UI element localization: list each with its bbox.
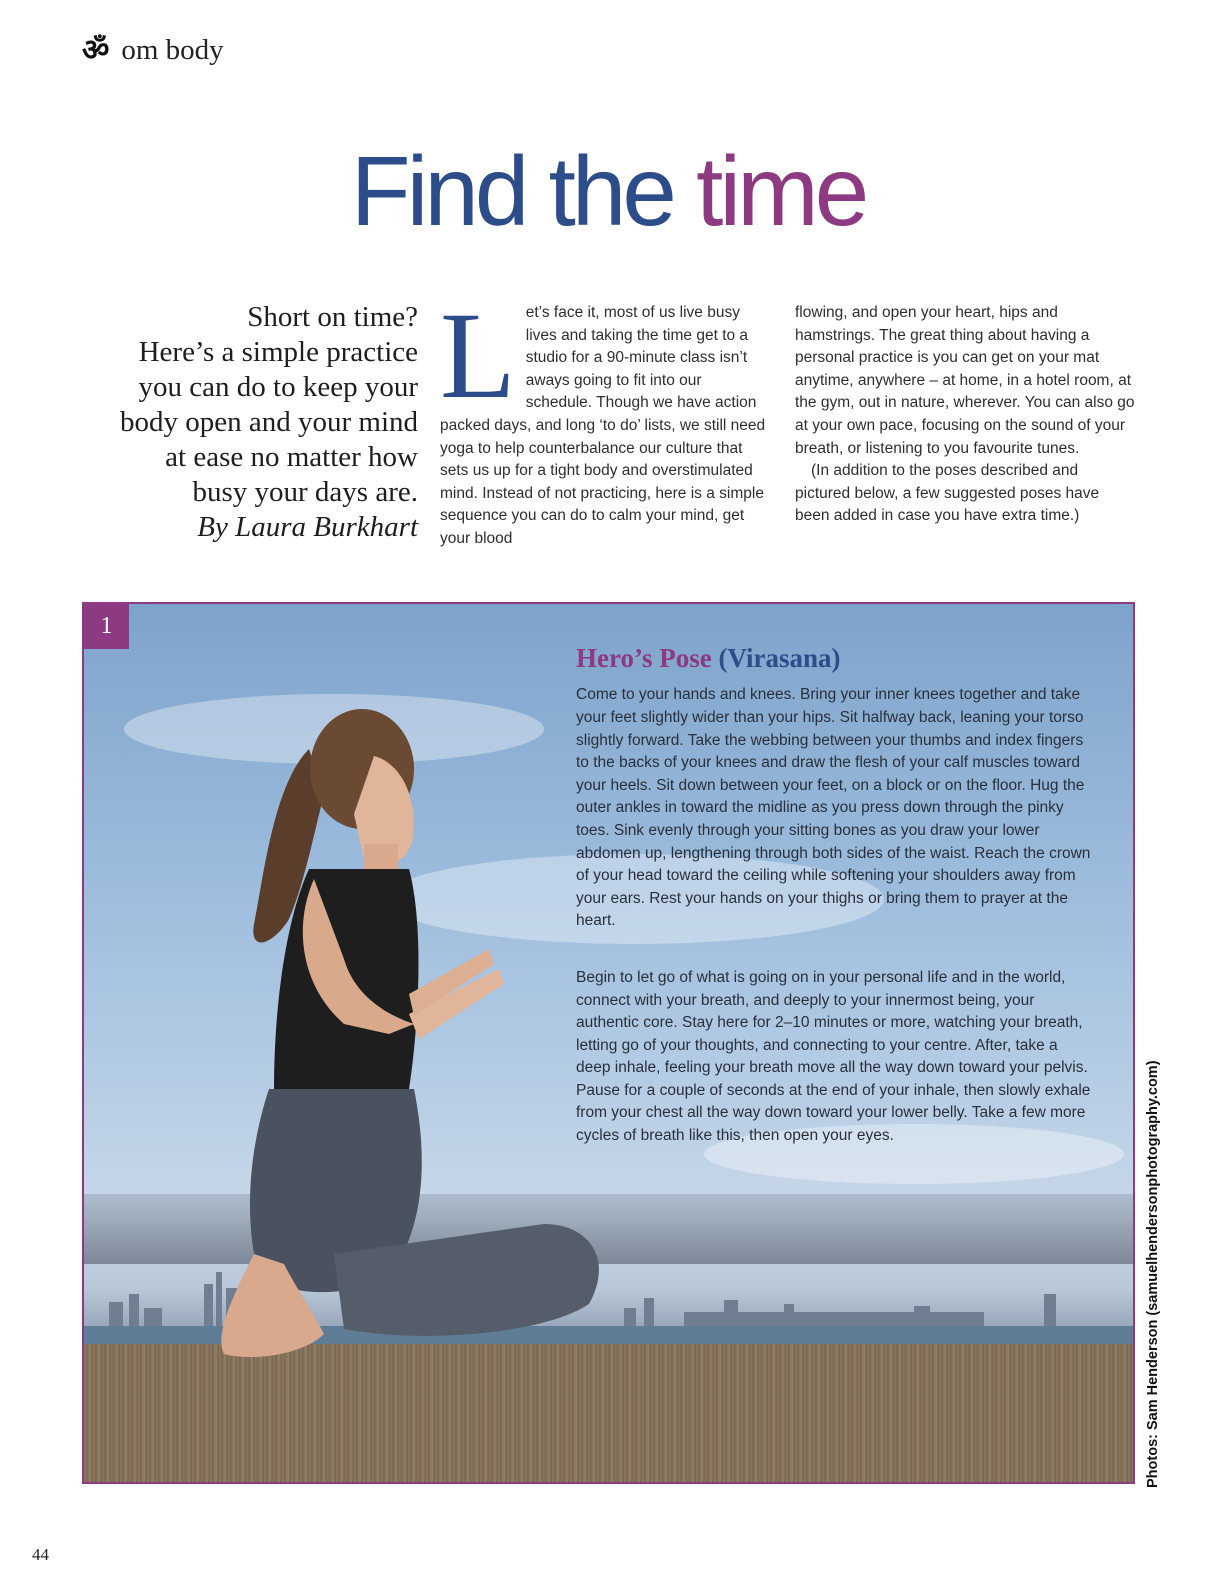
- pose-title: [576, 642, 1096, 674]
- intro-paragraph: (In addition to the poses described and pictured below, a few suggested poses have been added in case you have extra time.): [795, 462, 1100, 525]
- drop-cap: L: [440, 287, 516, 424]
- pose-instructions: Come to your hands and knees. Bring your inner knees together and take your feet slightly wider than your hips. Sit halfway back, leaning your torso slightly forward. Take the webbing between your thumbs and index fingers to the backs of your knees and draw the flesh of your calf muscles toward your heels. Sit down between your feet, on a block or on the floor. Hug the outer ankles in toward the midline as you press down through the pinky toes. Sink evenly through your sitting bones as you draw your lower abdomen up, lengthening through both sides of the waist. Reach the crown of your head toward the ceiling while softening your shoulders away from your ears. Rest your hands on your thighs or bring them to prayer at the heart.: [576, 686, 1091, 930]
- pose-sanskrit-name: (Virasana): [718, 643, 841, 673]
- pose-number-badge: 1: [84, 604, 129, 649]
- photo-credit: Photos: Sam Henderson (samuelhendersonphotography.com): [1145, 1060, 1161, 1488]
- pose-description: [576, 642, 1096, 1148]
- pose-photo: [82, 602, 1135, 1484]
- standfirst-line: at ease no matter how: [165, 441, 418, 473]
- standfirst: [60, 300, 418, 545]
- title-part-2: time: [696, 136, 866, 246]
- title-part-1: Find the: [350, 136, 673, 246]
- intro-paragraph: flowing, and open your heart, hips and hamstrings. The great thing about having a personal practice is you can get on your mat anytime, anywhere – at home, in a hotel room, at the gym, out in nature, wherever. You can also go at your own pace, focusing on the sound of your breath, or listening to you favourite tunes.: [795, 304, 1135, 457]
- yoga-figure: [214, 694, 634, 1384]
- page-number: 44: [32, 1545, 49, 1564]
- standfirst-line: you can do to keep your: [138, 371, 418, 403]
- om-symbol-icon: ॐ: [82, 32, 110, 68]
- intro-column-2: [795, 302, 1135, 528]
- standfirst-line: Here’s a simple practice: [138, 336, 418, 368]
- byline: By Laura Burkhart: [197, 511, 418, 543]
- pose-meditation: Begin to let go of what is going on in your personal life and in the world, connect with your breath, and deeply to your innermost being, your authentic core. Stay here for 2–10 minutes or more, watching your breath, letting go of your thoughts, and connecting to your centre. After, take a deep inhale, feeling your breath move all the way down toward your pelvis. Pause for a couple of seconds at the end of your inhale, then slowly exhale from your chest all the way down toward your lower belly. Take a few more cycles of breath like this, then open your eyes.: [576, 968, 1091, 1145]
- pose-name: Hero’s Pose: [576, 643, 712, 673]
- intro-text: et’s face it, most of us live busy lives and taking the time get to a studio for a 90-minute class isn’t aways going to fit into our schedule. Though we have action packed days, and long ‘to do’ lists, we still need yoga to help counterbalance our culture that sets us up for a tight body and overstimulated mind. Instead of not practicing, here is a simple sequence you can do to calm your mind, get your blood: [440, 304, 766, 547]
- section-label: om body: [121, 34, 224, 66]
- page-title: [0, 138, 1216, 246]
- standfirst-line: body open and your mind: [119, 406, 418, 438]
- standfirst-line: busy your days are.: [192, 476, 418, 508]
- section-header: [82, 34, 224, 67]
- intro-column-1: [440, 287, 770, 551]
- standfirst-line: Short on time?: [247, 301, 418, 333]
